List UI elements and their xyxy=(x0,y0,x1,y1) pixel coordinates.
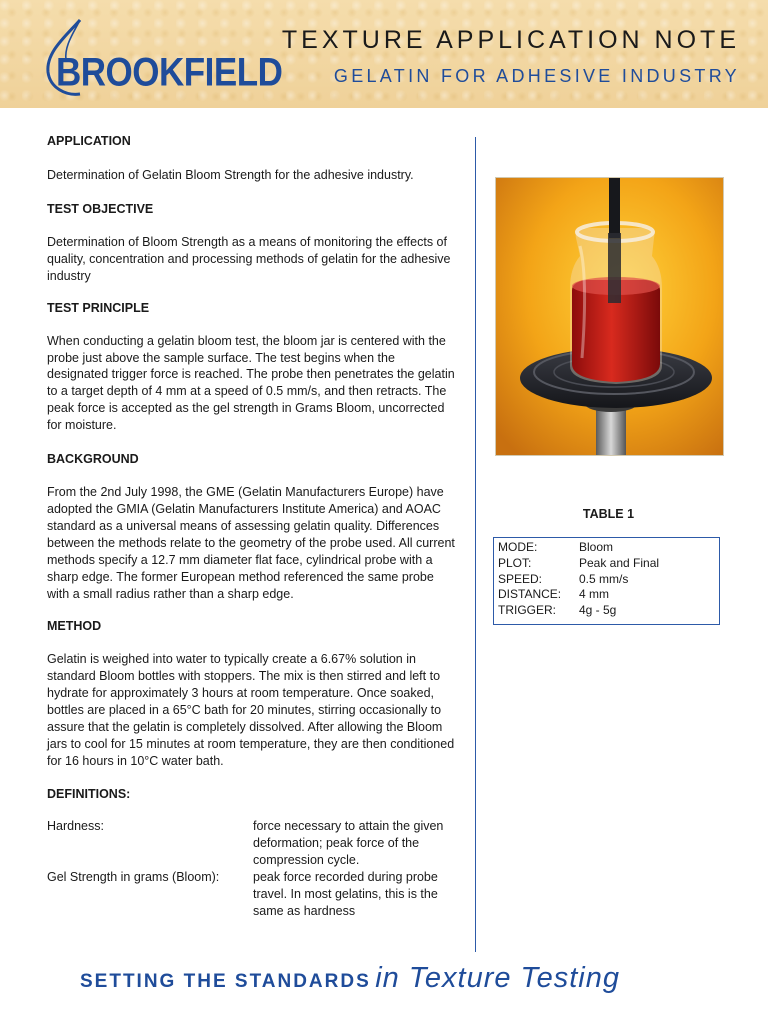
param-key: SPEED: xyxy=(498,571,543,586)
param-value: Bloom xyxy=(579,540,614,554)
column-divider xyxy=(475,137,476,952)
param-value: Peak and Final xyxy=(579,555,660,570)
parameters-table xyxy=(493,537,720,625)
heading-test-principle: TEST PRINCIPLE xyxy=(47,300,150,315)
header-banner xyxy=(0,0,768,108)
heading-definitions: DEFINITIONS: xyxy=(47,786,131,801)
text-test-objective: Determination of Bloom Strength as a means of monitoring the effects of quality, concentration and processing methods of gelatin for the adhesive industry xyxy=(47,234,451,283)
heading-test-objective: TEST OBJECTIVE xyxy=(47,201,154,216)
page-subtitle: GELATIN FOR ADHESIVE INDUSTRY xyxy=(333,66,740,86)
text-background: From the 2nd July 1998, the GME (Gelatin Manufacturers Europe) have adopted the GMIA (Gelatin Manufacturers Institute America) and AOAC standard as a universal means of assessing gelatin quality. Differences between the methods relate to the geometry of the probe used. All current methods specify a 12.7 mm diameter flat face, cylindrical probe with a sharp edge. The former European method referenced the same probe with a small radius rather than a sharp edge. xyxy=(47,485,455,601)
param-value: 0.5 mm/s xyxy=(579,571,629,586)
bloom-jar-photo xyxy=(495,177,724,456)
main-content xyxy=(47,134,457,920)
definition-desc: peak force recorded during probe travel. In most gelatins, this is the same as hardness xyxy=(253,869,438,918)
param-key: MODE: xyxy=(498,540,538,554)
footer-tagline-italic: in Texture Testing xyxy=(375,962,620,994)
table-row xyxy=(498,572,715,588)
param-key: DISTANCE: xyxy=(498,587,562,602)
table-row xyxy=(498,556,715,572)
footer-tagline xyxy=(80,962,620,995)
table-title: TABLE 1 xyxy=(582,507,635,521)
table-row xyxy=(498,603,715,619)
definition-item xyxy=(47,818,457,869)
definition-desc: force necessary to attain the given deformation; peak force of the compression cycle. xyxy=(253,818,444,867)
logo-wordmark: BROOKFIELD xyxy=(56,50,283,95)
text-application: Determination of Gelatin Bloom Strength for the adhesive industry. xyxy=(47,168,414,182)
param-key: PLOT: xyxy=(498,555,532,570)
heading-background: BACKGROUND xyxy=(47,452,139,467)
param-value: 4 mm xyxy=(579,587,609,602)
text-method: Gelatin is weighed into water to typically create a 6.67% solution in standard Bloom bottles with stoppers. The mix is then stirred and left to hydrate for approximately 3 hours at room temperature. Once soaked, bottles are placed in a 65°C bath for 20 minutes, stirring occasionally to assure that the gelatin is completely dissolved. After allowing the Bloom jars to cool for 15 minutes at room temperature, they are then conditioned for 16 hours in 10°C water bath. xyxy=(47,652,455,768)
definition-term: Hardness: xyxy=(47,818,104,833)
definitions-list xyxy=(47,818,457,920)
heading-application: APPLICATION xyxy=(47,134,131,148)
table-row xyxy=(498,587,715,603)
definition-term: Gel Strength in grams (Bloom): xyxy=(47,869,220,884)
text-test-principle: When conducting a gelatin bloom test, the bloom jar is centered with the probe just above the sample surface. The test begins when the designated trigger force is reached. The probe then penetrates the gelatin to a target depth of 4 mm at a speed of 0.5 mm/s, and then retracts. The peak force is accepted as the gel strength in Grams Bloom, uncorrected for moisture. xyxy=(47,333,455,433)
heading-method: METHOD xyxy=(47,619,102,634)
param-value: 4g - 5g xyxy=(579,603,617,618)
param-key: TRIGGER: xyxy=(498,603,557,618)
table-row xyxy=(498,540,715,556)
definition-item xyxy=(47,869,457,920)
page-title: TEXTURE APPLICATION NOTE xyxy=(281,26,740,54)
footer-tagline-bold: SETTING THE STANDARDS xyxy=(80,971,371,992)
